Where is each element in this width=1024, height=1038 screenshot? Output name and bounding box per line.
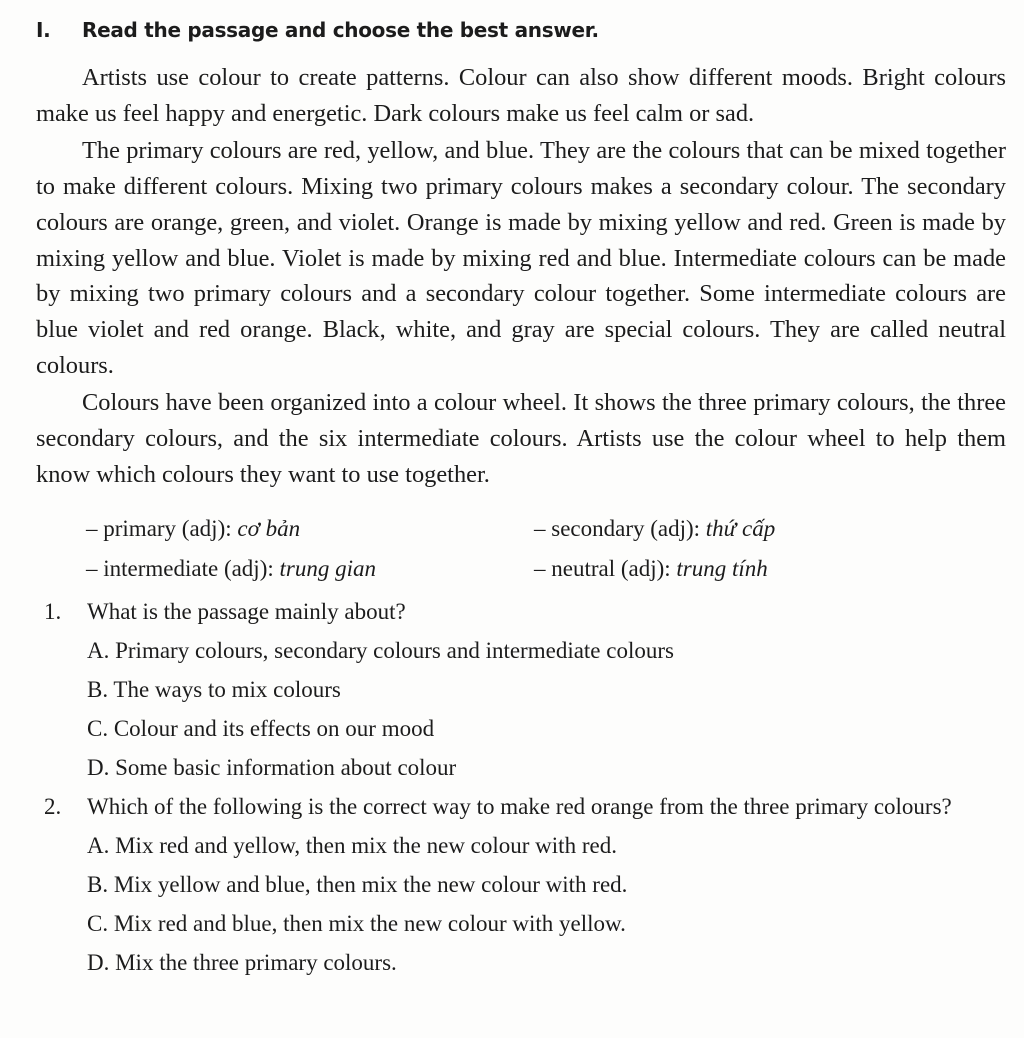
answer-option-b[interactable]: B. Mix yellow and blue, then mix the new colour with red.: [87, 872, 628, 897]
question-text: Which of the following is the correct way to make red orange from the three primary colours?: [87, 794, 952, 819]
vocabulary-meaning: cơ bản: [237, 516, 301, 541]
vocabulary-row: [86, 516, 986, 556]
passage-paragraph: Artists use colour to create patterns. Colour can also show different moods. Bright colours make us feel happy and energetic. Dark colours make us feel calm or sad.: [36, 64, 1006, 127]
question-number: 1.: [44, 599, 62, 624]
answer-option-a[interactable]: A. Primary colours, secondary colours and intermediate colours: [87, 638, 674, 663]
vocabulary-term: – secondary (adj):: [534, 516, 701, 541]
answer-options: [87, 631, 1006, 787]
vocabulary-term: – primary (adj):: [86, 516, 232, 541]
answer-option-d[interactable]: D. Mix the three primary colours.: [87, 950, 397, 975]
vocabulary-term: – neutral (adj):: [534, 556, 671, 581]
vocabulary-meaning: thứ cấp: [705, 516, 776, 541]
question-number: 2.: [44, 794, 62, 819]
question-list: [36, 592, 1006, 982]
section-header: [36, 18, 599, 42]
answer-option-c[interactable]: C. Mix red and blue, then mix the new colour with yellow.: [87, 911, 626, 936]
answer-option-c[interactable]: C. Colour and its effects on our mood: [87, 716, 435, 741]
vocabulary-item: [86, 516, 300, 542]
vocabulary-row: [86, 556, 986, 596]
answer-option-a[interactable]: A. Mix red and yellow, then mix the new colour with red.: [87, 833, 617, 858]
vocabulary-item: [86, 556, 376, 582]
passage-paragraph: The primary colours are red, yellow, and blue. They are the colours that can be mixed together to make different colours. Mixing two primary colours makes a secondary colour. The secondary colours are orange, green, and violet. Orange is made by mixing yellow and red. Green is made by mixing yellow and blue. Violet is made by mixing red and blue. Intermediate colours can be made by mixing two primary colours and a secondary colour together. Some intermediate colours are blue violet and red orange. Black, white, and gray are special colours. They are called neutral colours.: [36, 137, 1006, 379]
vocabulary-term: – intermediate (adj):: [86, 556, 274, 581]
answer-option-b[interactable]: B. The ways to mix colours: [87, 677, 341, 702]
section-number: I.: [36, 18, 51, 42]
vocabulary-item: [534, 556, 768, 582]
vocabulary-meaning: trung gian: [279, 556, 376, 581]
answer-options: [87, 826, 1006, 982]
reading-passage: [36, 60, 1006, 494]
vocabulary-list: [86, 516, 986, 596]
vocabulary-meaning: trung tính: [676, 556, 768, 581]
passage-paragraph: Colours have been organized into a colour wheel. It shows the three primary colours, the three secondary colours, and the six intermediate colours. Artists use the colour wheel to help them know which colours they want to use together.: [36, 389, 1006, 488]
answer-option-d[interactable]: D. Some basic information about colour: [87, 755, 457, 780]
question-1: [36, 592, 1006, 787]
question-text: What is the passage mainly about?: [87, 599, 406, 624]
section-title: Read the passage and choose the best answer.: [82, 18, 599, 42]
question-2: [36, 787, 1006, 982]
vocabulary-item: [534, 516, 775, 542]
